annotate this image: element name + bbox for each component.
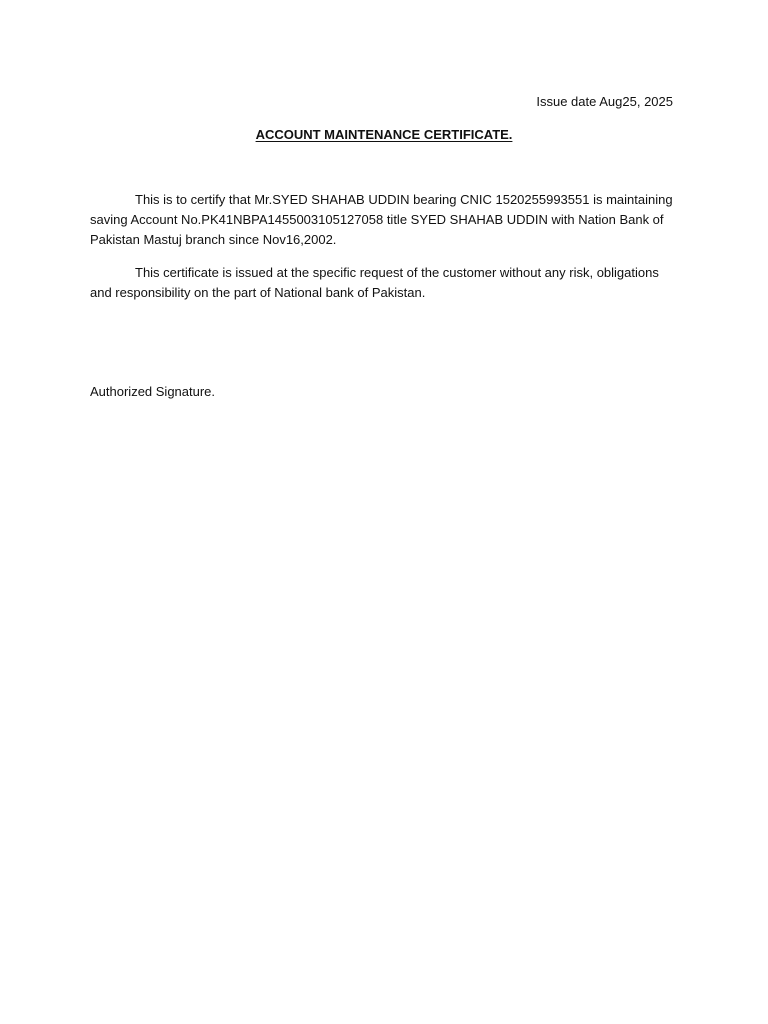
certificate-title: ACCOUNT MAINTENANCE CERTIFICATE. [255,127,513,142]
authorized-signature-label: Authorized Signature. [90,384,216,399]
certificate-body-paragraph-1: This is to certify that Mr.SYED SHAHAB UDDIN bearing CNIC 1520255993551 is maintaining saving Account No.PK41NBPA1455003105127058 title SYED SHAHAB UDDIN with Nation Bank of Pakistan Mastuj branch since Nov16,2002. [90,192,673,247]
issue-date: Issue date Aug25, 2025 [536,94,673,109]
certificate-body-paragraph-2: This certificate is issued at the specific request of the customer without any risk, obligations and responsibility on the part of National bank of Pakistan. [90,265,659,300]
